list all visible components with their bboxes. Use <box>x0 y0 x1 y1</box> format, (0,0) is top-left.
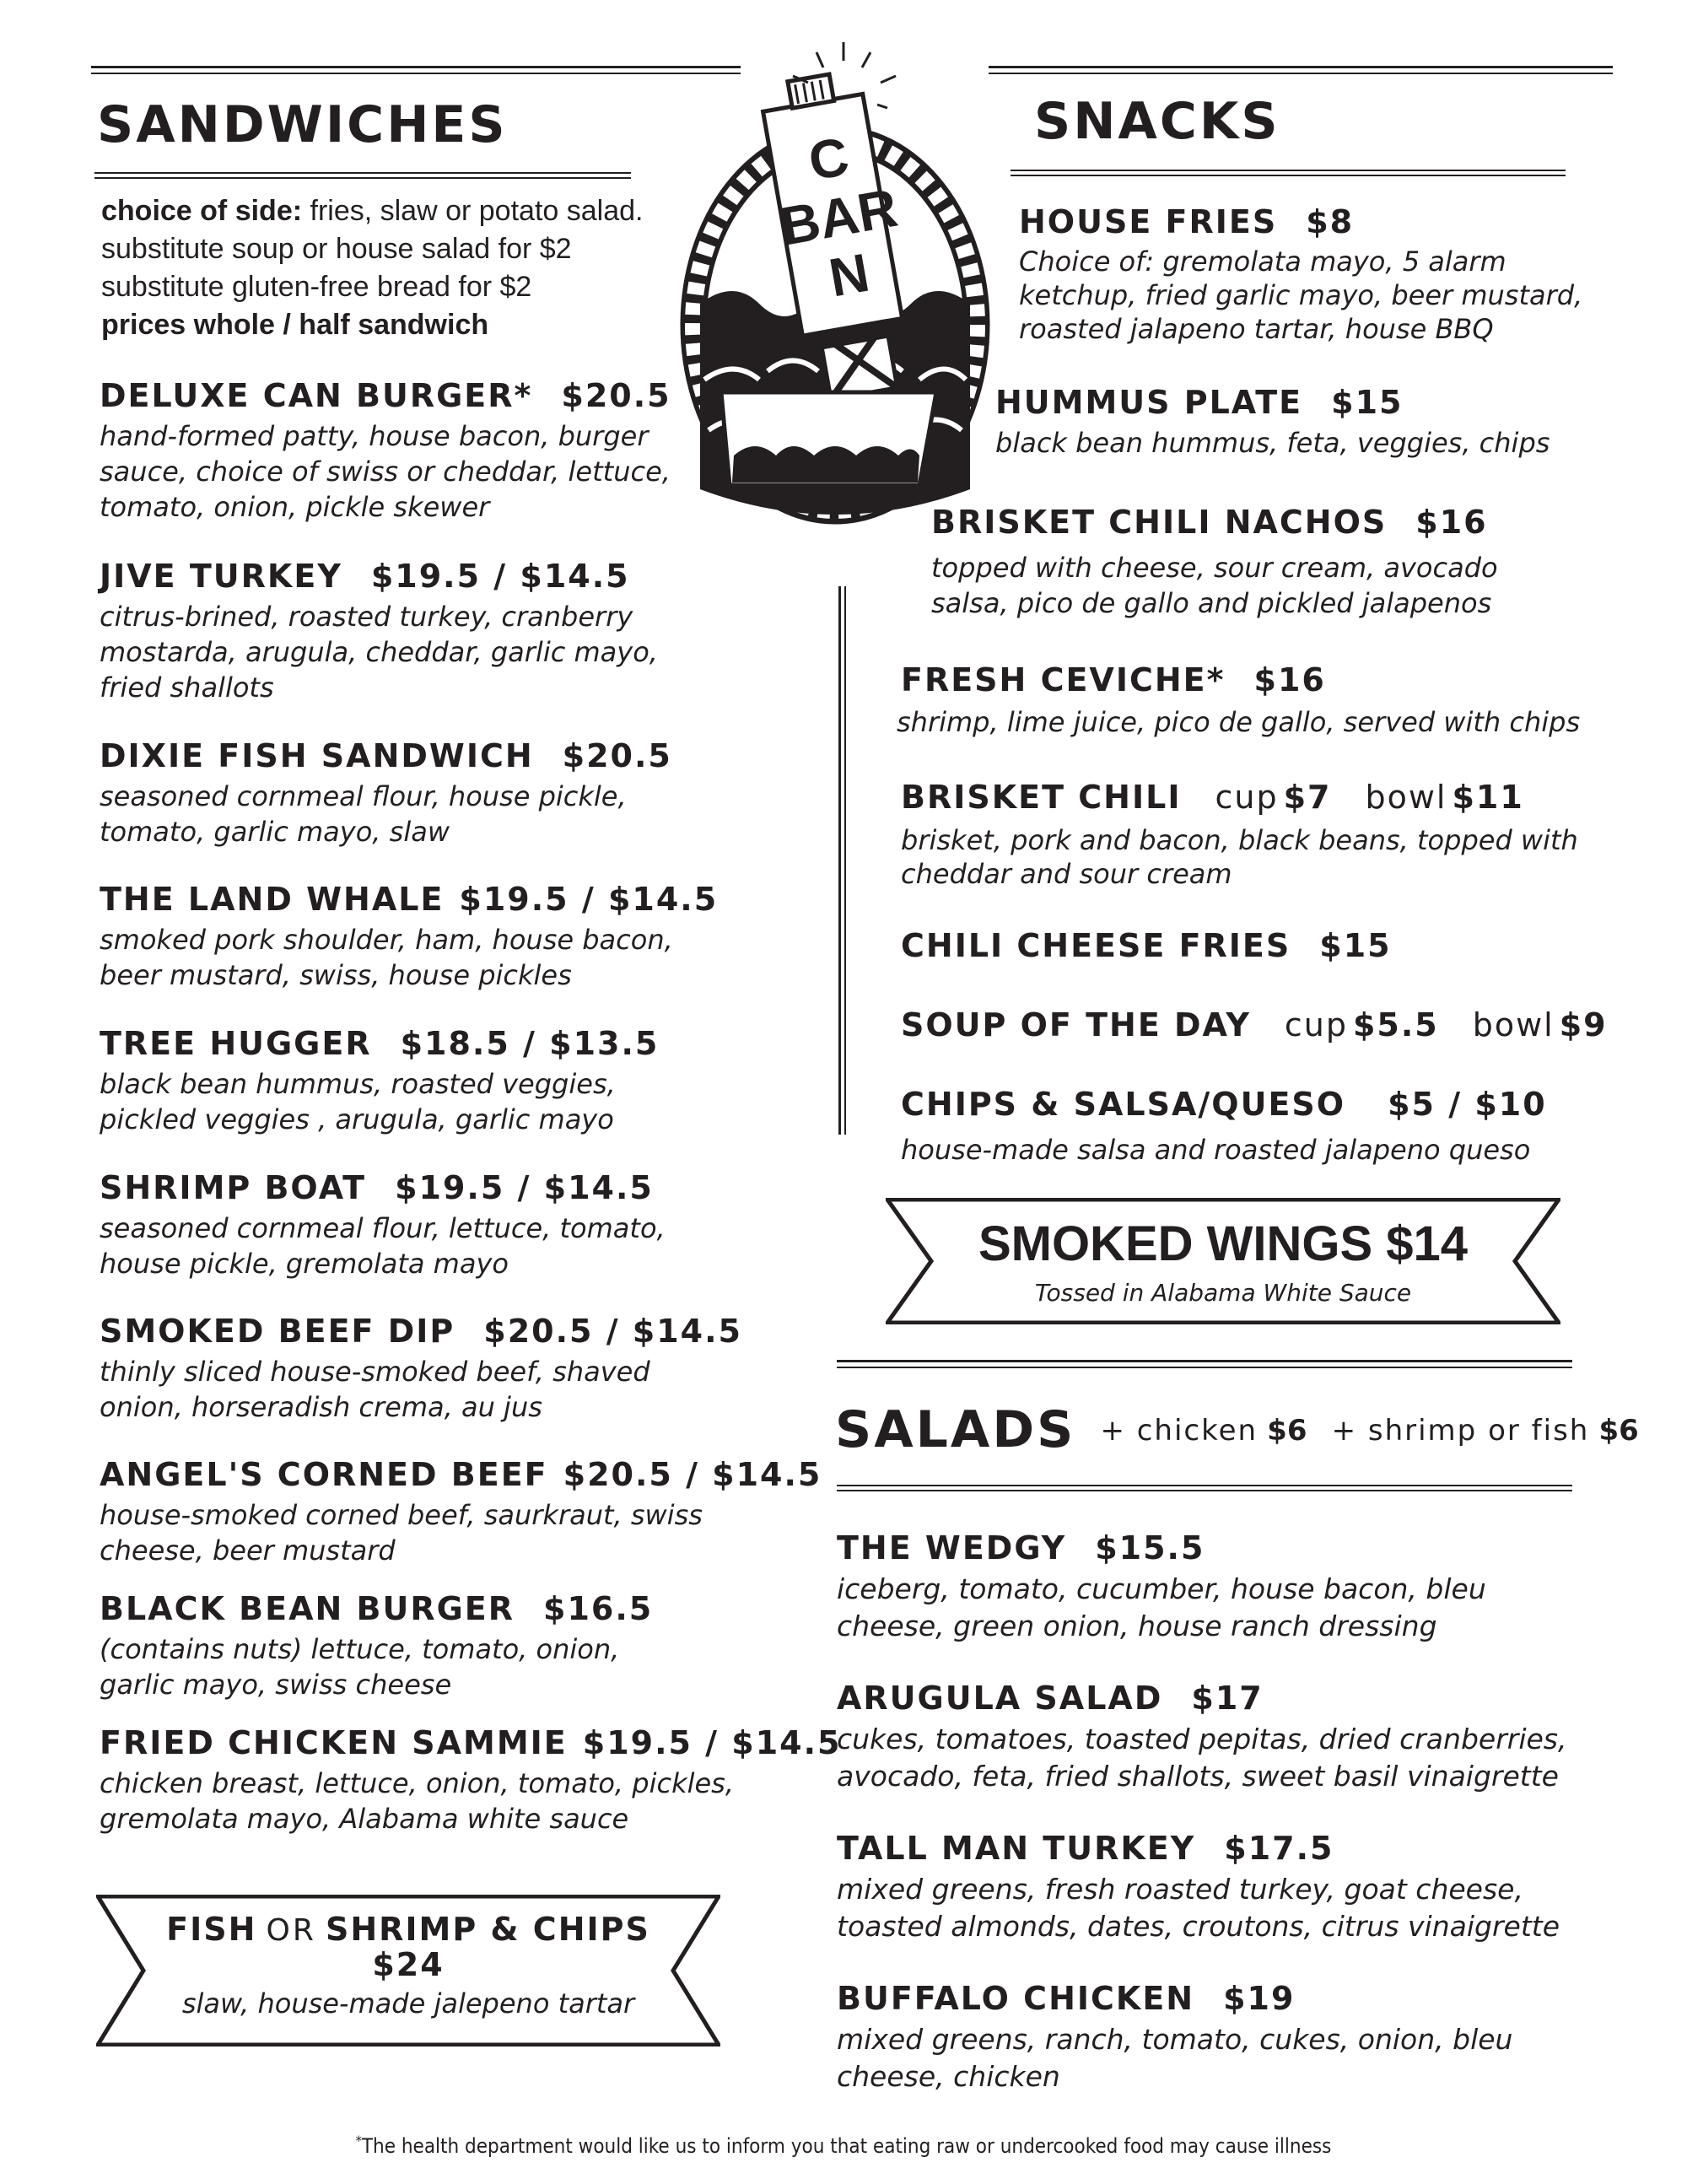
side-note-text: fries, slaw or potato salad. <box>302 195 644 227</box>
snacks-rule-thin <box>1011 175 1566 176</box>
item-price: $16.5 <box>543 1590 654 1627</box>
snack-item <box>931 504 1572 621</box>
item-name: BRISKET CHILI <box>901 779 1182 816</box>
item-price: $20.5 <box>561 377 671 414</box>
item-description: chicken breast, lettuce, onion, tomato, pickles, gremolata mayo, Alabama white sauce <box>100 1766 735 1835</box>
addon-chicken-price: $6 <box>1267 1414 1307 1448</box>
snack-item <box>1019 204 1609 346</box>
logo-letter-c: C <box>804 125 854 192</box>
item-name: FRESH CEVICHE* <box>901 661 1226 698</box>
item-name: ANGEL'S CORNED BEEF <box>100 1456 548 1493</box>
sandwich-item <box>100 558 690 705</box>
top-rule-right <box>989 66 1613 68</box>
item-description: Choice of: gremolata mayo, 5 alarm ketchup, fried garlic mayo, beer mustard, roasted jalapeno tartar, house BBQ <box>1019 245 1583 345</box>
bowl-label: bowl <box>1365 779 1447 816</box>
salads-rule-thin <box>837 1490 1572 1491</box>
sandwich-item <box>100 378 690 525</box>
item-description: hand-formed patty, house bacon, burger sauce, choice of swiss or cheddar, lettuce, tomato, onion, pickle skewer <box>100 419 671 523</box>
buoy-logo <box>666 34 1004 540</box>
item-name: CHILI CHEESE FRIES <box>901 927 1291 964</box>
item-name: BUFFALO CHICKEN <box>837 1980 1195 2017</box>
addon-shrimp-fish-label: + shrimp or fish <box>1331 1414 1590 1448</box>
health-disclaimer <box>0 2133 1687 2158</box>
item-description: (contains nuts) lettuce, tomato, onion, garlic mayo, swiss cheese <box>100 1632 620 1701</box>
item-name: JIVE TURKEY <box>100 558 342 595</box>
soup-note: substitute soup or house salad for $2 <box>101 233 572 265</box>
item-description: cukes, tomatoes, toasted pepitas, dried cranberries, avocado, feta, fried shallots, sweet basil vinaigrette <box>837 1722 1567 1793</box>
item-price: $18.5 / $13.5 <box>400 1025 660 1062</box>
fish-chips-title <box>96 1912 720 1949</box>
side-note <box>101 192 692 230</box>
cup-label: cup <box>1284 1006 1348 1043</box>
item-name: DIXIE FISH SANDWICH <box>100 737 534 774</box>
snack-item <box>897 661 1593 740</box>
sandwiches-heading: SANDWICHES <box>97 95 508 154</box>
salads-header <box>835 1400 1639 1459</box>
item-name: TREE HUGGER <box>100 1025 372 1062</box>
prices-note <box>101 306 692 344</box>
item-name: SMOKED BEEF DIP <box>100 1313 455 1350</box>
smoked-wings-banner <box>886 1198 1560 1324</box>
smoked-wings-description: Tossed in Alabama White Sauce <box>1034 1279 1412 1307</box>
item-price: $20.5 <box>562 737 672 774</box>
item-name: THE WEDGY <box>837 1529 1067 1567</box>
item-description: topped with cheese, sour cream, avocado salsa, pico de gallo and pickled jalapenos <box>931 551 1498 619</box>
sandwich-item <box>100 1170 690 1281</box>
sandwich-item <box>100 1456 822 1568</box>
bowl-price: $9 <box>1559 1006 1608 1043</box>
item-description: mixed greens, fresh roasted turkey, goat cheese, toasted almonds, dates, croutons, citrus vinaigrette <box>837 1872 1560 1943</box>
item-description: black bean hummus, roasted veggies, pickled veggies , arugula, garlic mayo <box>100 1067 616 1135</box>
snack-item <box>901 928 1593 965</box>
buoy-illustration <box>666 34 1004 540</box>
item-name: CHIPS & SALSA/QUESO <box>901 1086 1346 1123</box>
item-name: SOUP OF THE DAY <box>901 1006 1251 1043</box>
item-description: seasoned cornmeal flour, lettuce, tomato, house pickle, gremolata mayo <box>100 1211 666 1280</box>
shrimp-chips-label: SHRIMP & CHIPS <box>325 1911 650 1948</box>
item-price: $15.5 <box>1095 1529 1205 1567</box>
item-name: TALL MAN TURKEY <box>837 1830 1196 1867</box>
item-price: $19 <box>1223 1980 1296 2017</box>
sandwich-item <box>100 881 719 993</box>
snack-item <box>901 779 1601 891</box>
sandwiches-rule-thin <box>94 177 631 179</box>
item-price: $19.5 / $14.5 <box>395 1169 654 1206</box>
item-name: BRISKET CHILI NACHOS <box>931 504 1388 541</box>
item-price: $16 <box>1415 504 1488 541</box>
item-price: $17.5 <box>1224 1830 1334 1867</box>
item-price: $20.5 / $14.5 <box>563 1456 822 1493</box>
top-rule-left-thin <box>91 73 741 74</box>
item-description: seasoned cornmeal flour, house pickle, tomato, garlic mayo, slaw <box>100 779 627 848</box>
item-description: shrimp, lime juice, pico de gallo, served with chips <box>897 705 1581 738</box>
item-price: $15 <box>1331 384 1404 421</box>
column-divider <box>838 586 841 1135</box>
snack-item <box>995 385 1603 461</box>
item-price: $15 <box>1319 927 1392 964</box>
gf-note: substitute gluten-free bread for $2 <box>101 271 532 303</box>
salad-item <box>837 1831 1562 1945</box>
item-name: HUMMUS PLATE <box>995 384 1303 421</box>
item-description: house-smoked corned beef, saurkraut, swiss cheese, beer mustard <box>100 1498 703 1567</box>
sandwiches-rule <box>94 172 631 174</box>
top-rule-right-thin <box>989 73 1613 74</box>
sandwich-item <box>100 1026 690 1137</box>
snack-item <box>901 1007 1609 1044</box>
sandwich-item <box>100 1591 690 1702</box>
salads-top-rule-thin <box>837 1367 1572 1368</box>
prices-note-text: prices whole / half sandwich <box>101 309 489 341</box>
salads-heading: SALADS <box>835 1400 1076 1459</box>
salads-top-rule <box>837 1360 1572 1362</box>
addon-chicken-label: + chicken <box>1100 1414 1259 1448</box>
item-price: $16 <box>1253 661 1326 698</box>
item-description: brisket, pork and bacon, black beans, topped with cheddar and sour cream <box>901 823 1578 890</box>
item-price: $17 <box>1191 1680 1264 1717</box>
fish-chips-description: slaw, house-made jalepeno tartar <box>181 1987 635 2020</box>
item-description: smoked pork shoulder, ham, house bacon, beer mustard, swiss, house pickles <box>100 923 673 991</box>
logo-letter-n: N <box>824 241 874 309</box>
disclaimer-text: The health department would like us to inform you that eating raw or undercooked food may cause illness <box>361 2134 1332 2158</box>
item-description: citrus-brined, roasted turkey, cranberry mostarda, arugula, cheddar, garlic mayo, fried shallots <box>100 600 658 704</box>
item-description: house-made salsa and roasted jalapeno queso <box>901 1133 1531 1166</box>
item-description: thinly sliced house-smoked beef, shaved onion, horseradish crema, au jus <box>100 1355 650 1423</box>
salad-item <box>837 1981 1528 2095</box>
cup-label: cup <box>1215 779 1279 816</box>
item-name: BLACK BEAN BURGER <box>100 1590 515 1627</box>
item-name: DELUXE CAN BURGER* <box>100 377 533 414</box>
sandwich-item <box>100 1724 842 1836</box>
item-price: $19.5 / $14.5 <box>582 1724 842 1761</box>
fish-label: FISH <box>166 1911 257 1948</box>
item-price: $19.5 / $14.5 <box>370 558 630 595</box>
item-price: $20.5 / $14.5 <box>483 1313 742 1350</box>
snacks-rule <box>1011 170 1566 171</box>
item-description: black bean hummus, feta, veggies, chips <box>995 426 1550 459</box>
side-note-label: choice of side: <box>101 195 303 227</box>
snack-item <box>901 1087 1593 1167</box>
sandwich-item <box>100 1313 742 1425</box>
fish-chips-price: $24 <box>372 1946 445 1983</box>
smoked-wings-title: SMOKED WINGS $14 <box>978 1216 1469 1271</box>
salad-item <box>837 1530 1562 1645</box>
item-description: iceberg, tomato, cucumber, house bacon, bleu cheese, green onion, house ranch dressing <box>837 1572 1486 1642</box>
or-label: OR <box>266 1913 316 1948</box>
item-name: SHRIMP BOAT <box>100 1169 367 1206</box>
column-divider-thin <box>844 586 846 1135</box>
item-name: FRIED CHICKEN SAMMIE <box>100 1724 568 1761</box>
logo-letters-bar: BAR <box>776 176 903 257</box>
bowl-label: bowl <box>1472 1006 1555 1043</box>
sandwich-item <box>100 738 690 849</box>
top-rule-left <box>91 66 741 68</box>
salads-rule <box>837 1485 1572 1486</box>
cup-price: $5.5 <box>1352 1006 1439 1043</box>
bowl-price: $11 <box>1452 779 1524 816</box>
disclaimer-asterisk: * <box>355 2133 362 2149</box>
item-name: HOUSE FRIES <box>1019 203 1278 240</box>
item-name: ARUGULA SALAD <box>837 1680 1163 1717</box>
fish-chips-banner <box>96 1895 720 2046</box>
addon-shrimp-fish-price: $6 <box>1598 1414 1639 1448</box>
item-price: $19.5 / $14.5 <box>459 881 719 918</box>
item-description: mixed greens, ranch, tomato, cukes, onion, bleu cheese, chicken <box>837 2022 1513 2093</box>
item-price: $8 <box>1306 203 1355 240</box>
item-name: THE LAND WHALE <box>100 881 445 918</box>
snacks-heading: SNACKS <box>1034 92 1280 151</box>
cup-price: $7 <box>1283 779 1332 816</box>
item-price: $5 / $10 <box>1388 1086 1547 1123</box>
salad-item <box>837 1680 1579 1795</box>
sandwich-notes <box>101 192 692 344</box>
